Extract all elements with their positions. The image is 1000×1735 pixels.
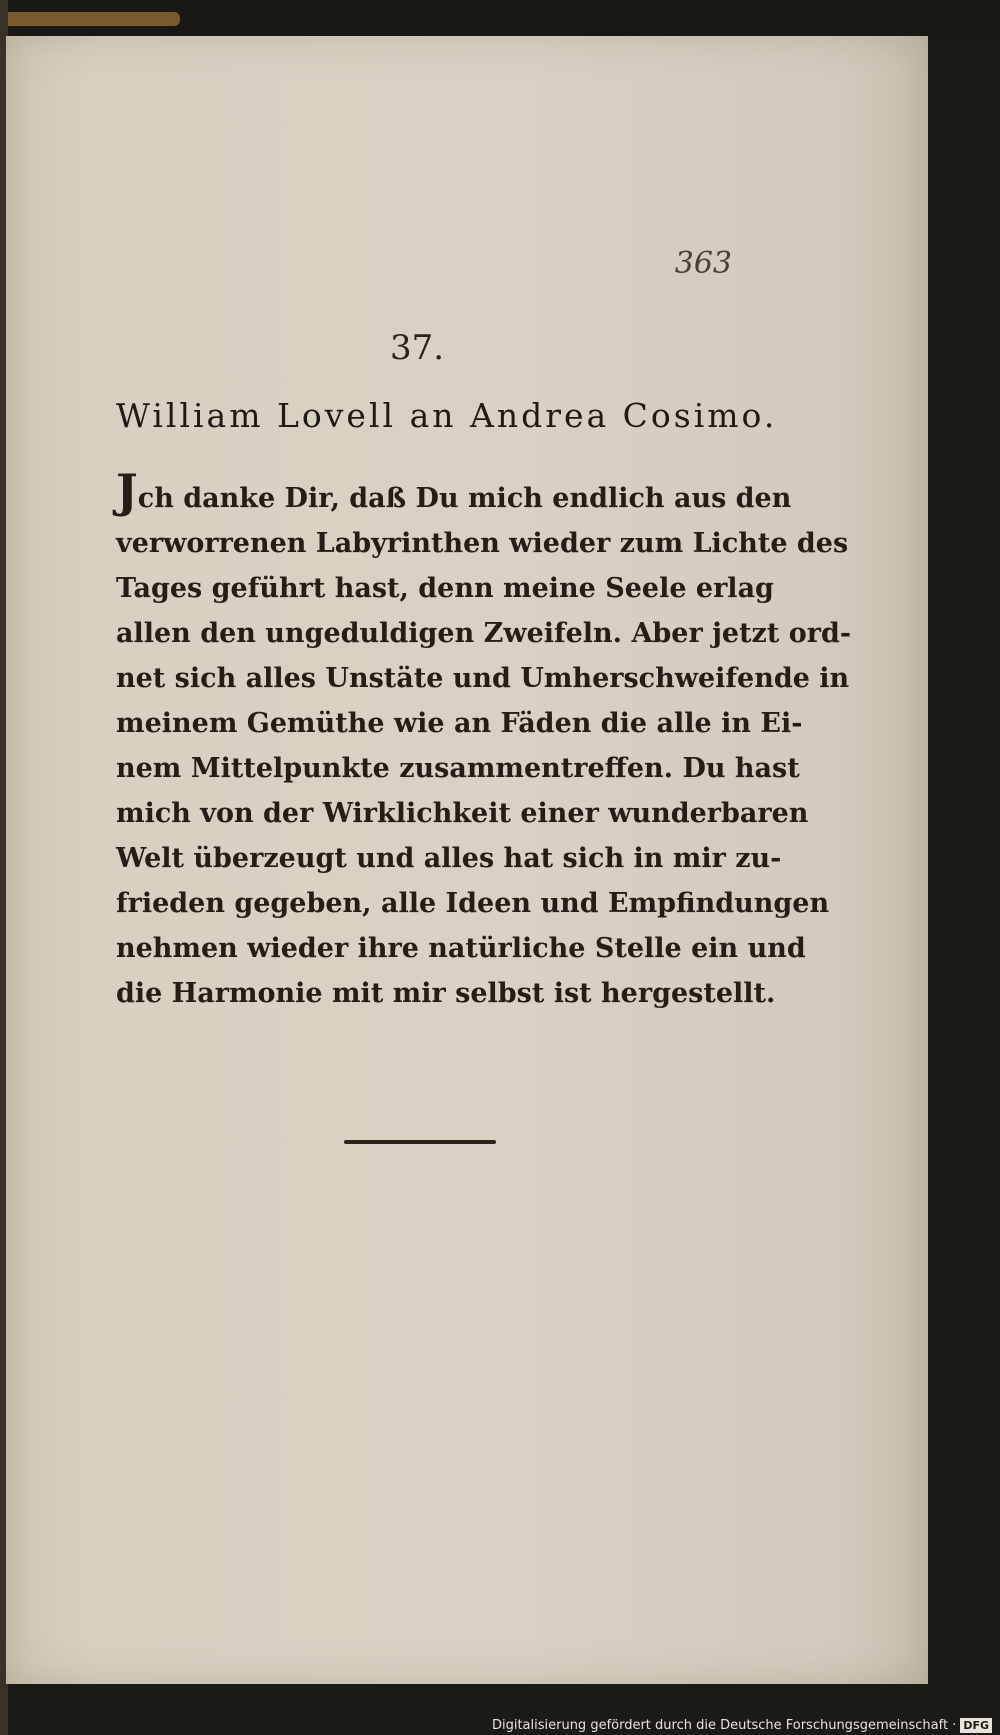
text-line: allen den ungeduldigen Zweifeln. Aber jetzt ord- — [116, 618, 852, 649]
text-line: Welt überzeugt und alles hat sich in mir zu- — [116, 843, 782, 874]
bookmark-ribbon — [0, 12, 180, 26]
text-line: net sich alles Unstäte und Umherschweifende in — [116, 663, 850, 694]
dfg-logo: DFG — [960, 1718, 992, 1733]
text-line: Jch danke Dir, daß Du mich endlich aus den — [116, 464, 792, 518]
text-line: verworrenen Labyrinthen wieder zum Lichte des — [116, 528, 849, 559]
text-line: nem Mittelpunkte zusammentreffen. Du hast — [116, 753, 800, 784]
text-line: mich von der Wirklichkeit einer wunderbaren — [116, 798, 809, 829]
text-line: frieden gegeben, alle Ideen und Empfindungen — [116, 888, 830, 919]
text-line: nehmen wieder ihre natürliche Stelle ein und — [116, 933, 806, 964]
closing-rule — [344, 1140, 496, 1144]
book-page — [6, 36, 928, 1684]
letter-heading: William Lovell an Andrea Cosimo. — [116, 396, 778, 435]
digitization-credit — [492, 1718, 992, 1733]
text-line: meinem Gemüthe wie an Fäden die alle in Ei- — [116, 708, 803, 739]
text-line: Tages geführt hast, denn meine Seele erlag — [116, 573, 774, 604]
letter-body — [116, 464, 852, 1016]
drop-cap: J — [116, 464, 138, 518]
letter-number: 37. — [389, 328, 445, 368]
text-line: die Harmonie mit mir selbst ist hergestellt. — [116, 978, 776, 1009]
credit-text: Digitalisierung gefördert durch die Deutsche Forschungsgemeinschaft · — [491, 1718, 957, 1733]
page-number: 363 — [674, 246, 732, 281]
